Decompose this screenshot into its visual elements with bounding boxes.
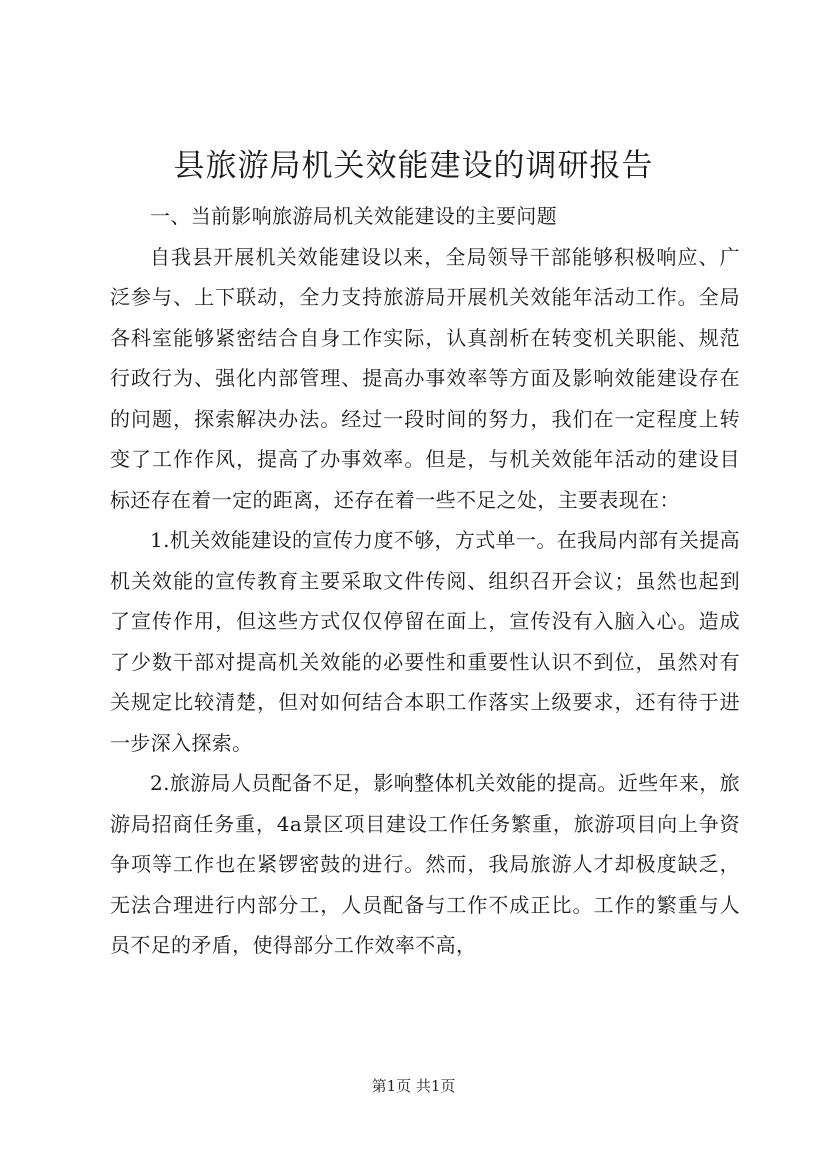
document-body (110, 196, 740, 966)
section-heading: 一、当前影响旅游局机关效能建设的主要问题 (150, 204, 557, 228)
paragraph-item-1: 1.机关效能建设的宣传力度不够，方式单一。在我局内部有关提高机关效能的宣传教育主要采取文件传阅、组织召开会议；虽然也起到了宣传作用，但这些方式仅仅停留在面上，宣传没有入脑入心。造成了少数干部对提高机关效能的必要性和重要性认识不到位，虽然对有关规定比较清楚，但对如何结合本职工作落实上级要求，还有待于进一步深入探索。 (110, 528, 740, 755)
paragraph-intro: 自我县开展机关效能建设以来，全局领导干部能够积极响应、广泛参与、上下联动，全力支持旅游局开展机关效能年活动工作。全局各科室能够紧密结合自身工作实际，认真剖析在转变机关职能、规范行政行为、强化内部管理、提高办事效率等方面及影响效能建设存在的问题，探索解决办法。经过一段时间的努力，我们在一定程度上转变了工作作风，提高了办事效率。但是，与机关效能年活动的建设目标还存在着一定的距离，还存在着一些不足之处，主要表现在： (110, 244, 740, 512)
page-footer: 第1页 共1页 (371, 1077, 456, 1095)
paragraph-item-2: 2.旅游局人员配备不足，影响整体机关效能的提高。近些年来，旅游局招商任务重，4a景区项目建设工作任务繁重，旅游项目向上争资争项等工作也在紧锣密鼓的进行。然而，我局旅游人才却极度缺乏，无法合理进行内部分工，人员配备与工作不成正比。工作的繁重与人员不足的矛盾，使得部分工作效率不高， (110, 771, 740, 957)
document-title: 县旅游局机关效能建设的调研报告 (173, 148, 654, 184)
